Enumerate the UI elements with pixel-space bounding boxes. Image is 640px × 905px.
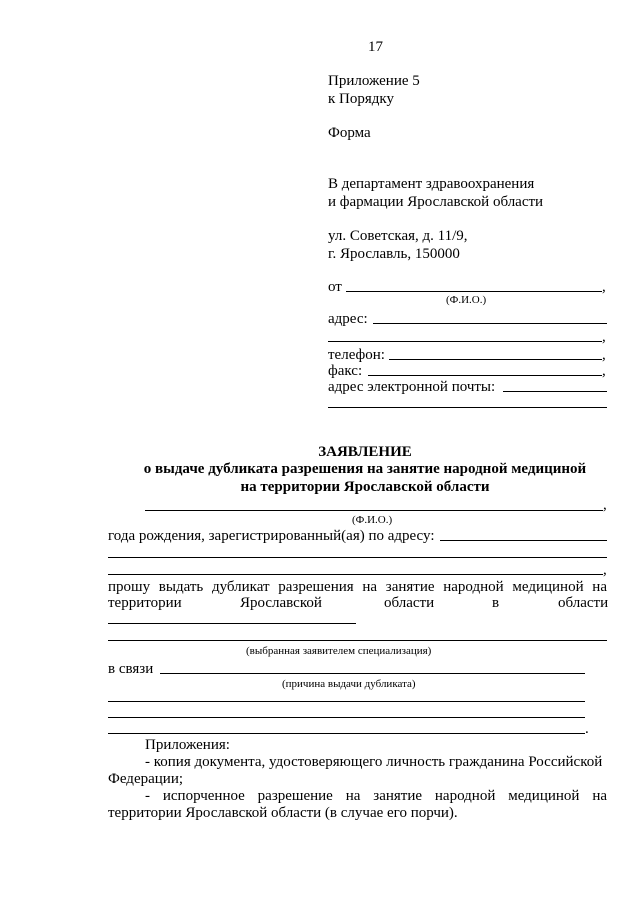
from-field-end: ,: [602, 279, 606, 295]
registration-address-end: ,: [603, 562, 607, 578]
attachment-1-line-2: Федерации;: [108, 771, 184, 787]
order-label: к Порядку: [328, 91, 394, 107]
body-fio-caption: (Ф.И.О.): [352, 514, 393, 526]
document-subtitle-2: на территории Ярославской области: [240, 479, 490, 495]
reason-field[interactable]: [160, 673, 585, 674]
birth-text: года рождения, зарегистрированный(ая) по адресу:: [108, 528, 435, 544]
attachment-2-line-1: - испорченное разрешение на занятие народной медициной на: [145, 788, 607, 804]
document-title: ЗАЯВЛЕНИЕ: [318, 444, 412, 460]
recipient-street: ул. Советская, д. 11/9,: [328, 228, 468, 244]
reason-field-4[interactable]: [108, 733, 585, 734]
reason-label: в связи: [108, 661, 154, 677]
email-field-2[interactable]: [328, 407, 607, 408]
region-field[interactable]: [108, 623, 356, 624]
specialization-caption: (выбранная заявителем специализация): [246, 645, 432, 657]
page-number: 17: [368, 39, 383, 55]
recipient-line-1: В департамент здравоохранения: [328, 176, 535, 192]
phone-field-end: ,: [602, 347, 606, 363]
applicant-fio-caption: (Ф.И.О.): [446, 294, 487, 306]
appendix-label: Приложение 5: [328, 73, 420, 89]
attachment-2-line-2: территории Ярославской области (в случае его порчи).: [108, 805, 458, 821]
reason-field-3[interactable]: [108, 717, 585, 718]
request-word-2: Ярославской: [240, 595, 322, 611]
form-label: Форма: [328, 125, 371, 141]
address-field-end: ,: [602, 329, 606, 345]
from-field[interactable]: [346, 291, 602, 292]
phone-field[interactable]: [389, 359, 602, 360]
address-label: адрес:: [328, 311, 368, 327]
reason-field-2[interactable]: [108, 701, 585, 702]
registration-address-field-3[interactable]: [108, 574, 603, 575]
document-subtitle-1: о выдаче дубликата разрешения на занятие народной медициной: [143, 461, 587, 477]
attachments-heading: Приложения:: [145, 737, 230, 753]
request-text: прошу выдать дубликат разрешения на занятие народной медициной на: [108, 579, 607, 595]
reason-caption: (причина выдачи дубликата): [282, 678, 416, 690]
recipient-city: г. Ярославль, 150000: [328, 246, 460, 262]
address-field-2[interactable]: [328, 341, 602, 342]
fax-label: факс:: [328, 363, 363, 379]
fax-field-end: ,: [602, 363, 606, 379]
applicant-fio-end: ,: [603, 497, 607, 513]
phone-label: телефон:: [328, 347, 385, 363]
registration-address-field-2[interactable]: [108, 557, 607, 558]
address-field[interactable]: [373, 323, 607, 324]
email-field[interactable]: [503, 391, 607, 392]
request-word-1: территории: [108, 595, 182, 611]
request-word-3: области: [384, 595, 435, 611]
email-label: адрес электронной почты:: [328, 379, 496, 395]
from-label: от: [328, 279, 342, 295]
applicant-fio-field[interactable]: [145, 510, 603, 511]
registration-address-field[interactable]: [440, 540, 607, 541]
reason-end: .: [585, 721, 589, 737]
recipient-line-2: и фармации Ярославской области: [328, 194, 544, 210]
fax-field[interactable]: [368, 375, 602, 376]
specialization-field[interactable]: [108, 640, 607, 641]
attachment-1-line-1: - копия документа, удостоверяющего личность гражданина Российской: [145, 754, 603, 770]
request-word-5: области: [558, 595, 609, 611]
request-word-4: в: [492, 595, 500, 611]
